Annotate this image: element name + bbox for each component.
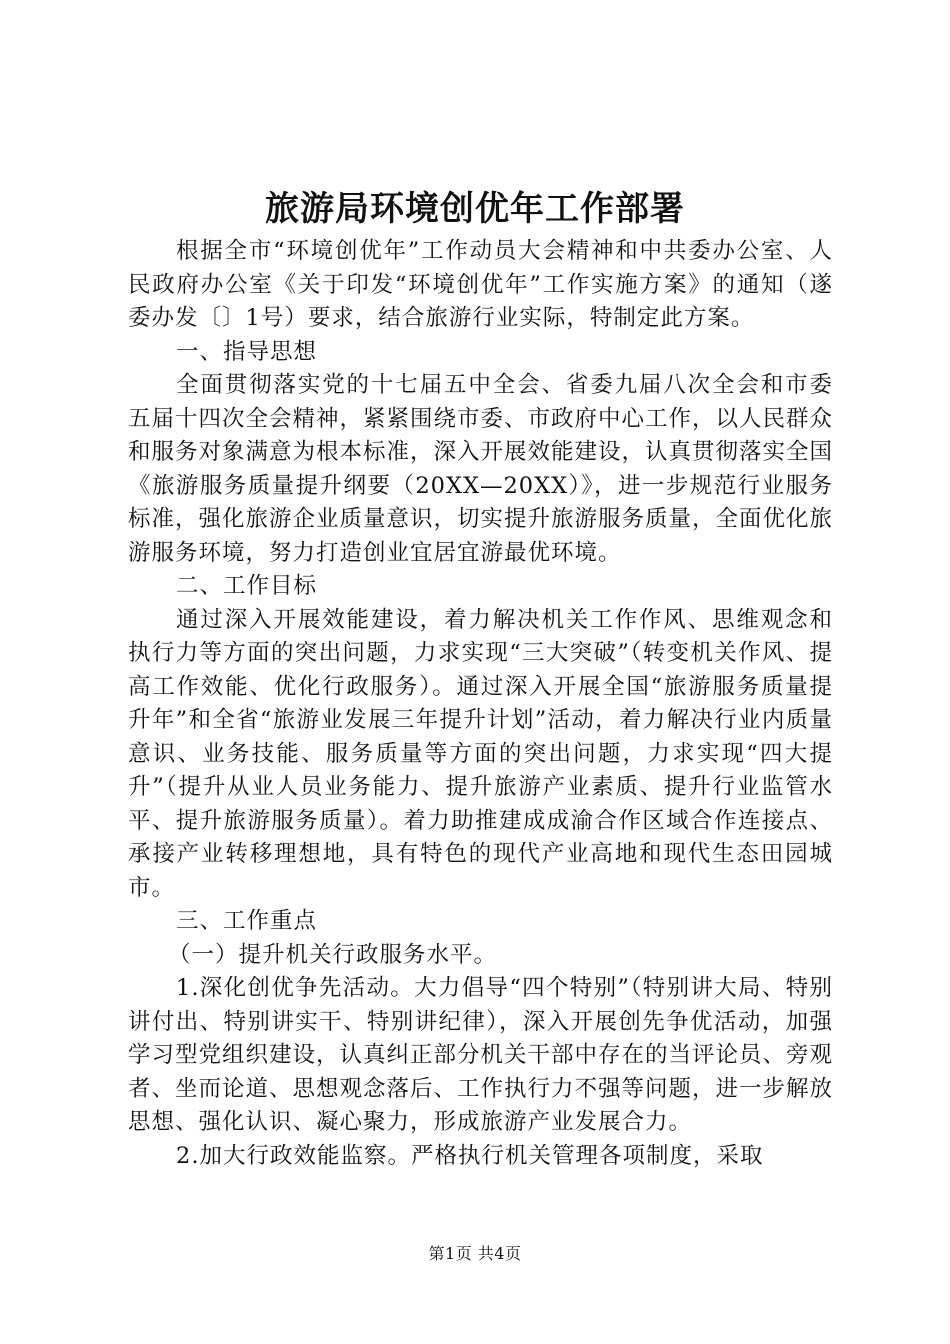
section-heading-work-goals: 二、工作目标 [176, 573, 318, 599]
work-goals-paragraph: 通过深入开展效能建设，着力解决机关工作作风、思维观念和执行力等方面的突出问题，力求实现“三大突破”（转变机关作风、提高工作效能、优化行政服务）。通过深入开展全国“旅游服务质量提升年”和全省“旅游业发展三年提升计划”活动，着力解决行业内质量意识、业务技能、服务质量等方面的突出问题，力求实现“四大提升”（提升从业人员业务能力、提升旅游产业素质、提升行业监管水平、提升旅游服务质量）。着力助推建成成渝合作区域合作连接点、承接产业转移理想地，具有特色的现代产业高地和现代生态田园城市。 [128, 606, 833, 901]
item-2-paragraph: 2.加大行政效能监察。严格执行机关管理各项制度，采取 [176, 1142, 764, 1169]
section-heading-work-focus: 三、工作重点 [176, 908, 318, 934]
subsection-heading-admin-service: （一）提升机关行政服务水平。 [168, 941, 498, 968]
page-number-footer: 第1页 共4页 [428, 1244, 522, 1263]
document-body [128, 235, 833, 1173]
section-heading-guiding-ideology: 一、指导思想 [176, 338, 318, 365]
document-title: 旅游局环境创优年工作部署 [265, 189, 685, 229]
intro-paragraph: 根据全市“环境创优年”工作动员大会精神和中共委办公室、人民政府办公室《关于印发“环境创优年”工作实施方案》的通知（遂委办发〔〕1号）要求，结合旅游行业实际，特制定此方案。 [128, 238, 833, 331]
item-1-paragraph: 1.深化创优争先活动。大力倡导“四个特别”（特别讲大局、特别讲付出、特别讲实干、特别讲纪律），深入开展创先争优活动，加强学习型党组织建设，认真纠正部分机关干部中存在的当评论员、旁观者、坐而论道、思想观念落后、工作执行力不强等问题，进一步解放思想、强化认识、凝心聚力，形成旅游产业发展合力。 [128, 975, 834, 1135]
guiding-ideology-paragraph: 全面贯彻落实党的十七届五中全会、省委九届八次全会和市委五届十四次全会精神，紧紧围绕市委、市政府中心工作，以人民群众和服务对象满意为根本标准，深入开展效能建设，认真贯彻落实全国《旅游服务质量提升纲要（20XX—20XX）》，进一步规范行业服务标准，强化旅游企业质量意识，切实提升旅游服务质量，全面优化旅游服务环境，努力打造创业宜居宜游最优环境。 [128, 372, 834, 566]
